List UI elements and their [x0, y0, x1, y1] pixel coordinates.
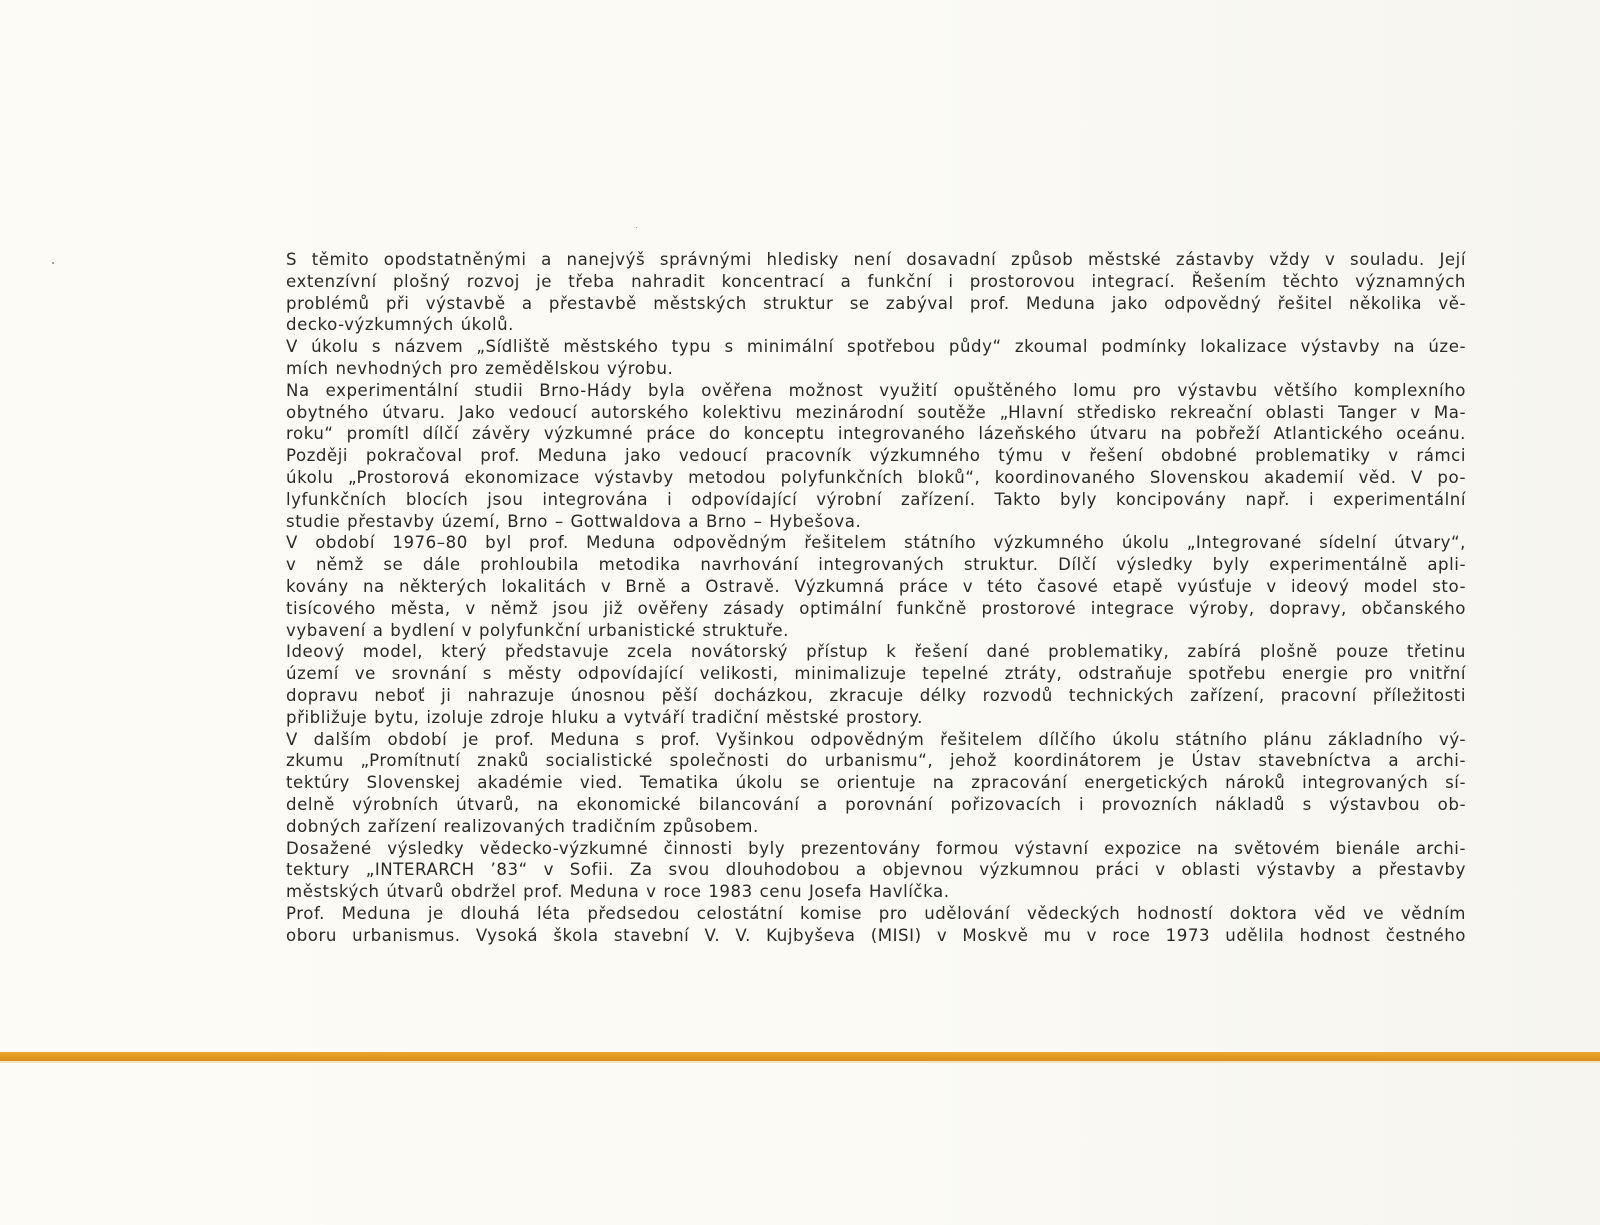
text-line: extenzívní plošný rozvoj je třeba nahradit koncentrací a funkční i prostorovou integrací. Řešením těchto významných: [286, 271, 1466, 291]
paper-speck: [636, 227, 637, 228]
text-line: dobných zařízení realizovaných tradičním způsobem.: [286, 816, 759, 836]
text-line: zkumu „Promítnutí znaků socialistické společnosti do urbanismu“, jehož koordinátorem je Ústav stavebníctva a archi-: [286, 751, 1466, 771]
text-line: lyfunkčních blocích jsou integrována i odpovídající výrobní zařízení. Takto byly koncipovány např. i experimentální: [286, 489, 1466, 509]
text-line: V úkolu s názvem „Sídliště městského typu s minimální spotřebou půdy“ zkoumal podmínky lokalizace výstavby na úze-: [286, 337, 1466, 357]
text-line: S těmito opodstatněnými a nanejvýš správnými hledisky není dosavadní způsob městské zástavby vždy v souladu. Její: [286, 250, 1466, 269]
text-line: v němž se dále prohloubila metodika navrhování integrovaných struktur. Dílčí výsledky byly experimentálně apli-: [286, 555, 1466, 575]
text-line: obytného útvaru. Jako vedoucí autorského kolektivu mezinárodní soutěže „Hlavní středisko rekreační oblasti Tanger v Ma-: [286, 402, 1466, 422]
text-line: Ideový model, který představuje zcela novátorský přístup k řešení dané problematiky, zabírá plošně pouze třetinu: [286, 642, 1466, 662]
text-line: tektury „INTERARCH ’83“ v Sofii. Za svou dlouhodobou a objevnou výzkumnou práci v oblasti výstavby a přestavby: [286, 860, 1466, 880]
text-line: tektúry Slovenskej akadémie vied. Tematika úkolu se orientuje na zpracování energetických nároků integrovaných sí-: [286, 773, 1466, 793]
text-line: přibližuje bytu, izoluje zdroje hluku a vytváří tradiční městské prostory.: [286, 707, 923, 727]
text-line: decko-výzkumných úkolů.: [286, 315, 515, 335]
rule-shadow: [0, 1061, 1600, 1063]
text-line: Prof. Meduna je dlouhá léta předsedou celostátní komise pro udělování vědeckých hodností doktora věd ve vědním: [286, 903, 1466, 923]
text-line: městských útvarů obdržel prof. Meduna v roce 1983 cenu Josefa Havlíčka.: [286, 882, 950, 902]
text-line: úkolu „Prostorová ekonomizace výstavby metodou polyfunkčních bloků“, koordinovaného Slovenskou akademií věd. V po-: [286, 467, 1466, 487]
text-line: roku“ promítl dílčí závěry výzkumné práce do konceptu integrovaného lázeňského útvaru na pobřeží Atlantického oceánu.: [286, 424, 1466, 444]
text-line: Dosažené výsledky vědecko-výzkumné činnosti byly prezentovány formou výstavní expozice na světovém bienále archi-: [286, 838, 1466, 858]
text-line: území ve srovnání s městy odpovídající velikosti, minimalizuje tepelné ztráty, odstraňuje spotřebu energie pro vnitřní: [286, 664, 1466, 684]
body-text: [286, 249, 1466, 947]
text-line: oboru urbanismus. Vysoká škola stavební V. V. Kujbyševa (MISI) v Moskvě mu v roce 1973 udělila hodnost čestného: [286, 925, 1466, 945]
text-line: Na experimentální studii Brno-Hády byla ověřena možnost využití opuštěného lomu pro výstavbu většího komplexního: [286, 380, 1466, 400]
text-line: kovány na některých lokalitách v Brně a Ostravě. Výzkumná práce v této časové etapě vyúsťuje v ideový model sto-: [286, 576, 1466, 596]
text-line: V dalším období je prof. Meduna s prof. Vyšinkou odpovědným řešitelem dílčího úkolu státního plánu základního vý-: [286, 729, 1466, 749]
text-line: V období 1976–80 byl prof. Meduna odpovědným řešitelem státního výzkumného úkolu „Integrované sídelní útvary“,: [286, 533, 1466, 553]
paper-speck: [52, 262, 54, 264]
orange-horizontal-rule: [0, 1052, 1600, 1061]
text-line: tisícového města, v němž jsou již ověřeny zásady optimální funkčně prostorové integrace výroby, dopravy, občanského: [286, 598, 1466, 618]
text-line: dopravu neboť ji nahrazuje únosnou pěší docházkou, zkracuje délky rozvodů technických zařízení, pracovní příležitosti: [286, 685, 1466, 705]
text-line: Později pokračoval prof. Meduna jako vedoucí pracovník výzkumného týmu v řešení obdobné problematiky v rámci: [286, 446, 1466, 466]
text-line: studie přestavby území, Brno – Gottwaldova a Brno – Hybešova.: [286, 511, 862, 531]
text-line: vybavení a bydlení v polyfunkční urbanistické struktuře.: [286, 620, 789, 640]
text-line: problémů při výstavbě a přestavbě městských struktur se zabýval prof. Meduna jako odpovědný řešitel několika vě-: [286, 293, 1466, 313]
text-line: mích nevhodných pro zemědělskou výrobu.: [286, 358, 674, 378]
text-line: delně výrobních útvarů, na ekonomické bilancování a porovnání pořizovacích i provozních nákladů s výstavbou ob-: [286, 794, 1466, 814]
